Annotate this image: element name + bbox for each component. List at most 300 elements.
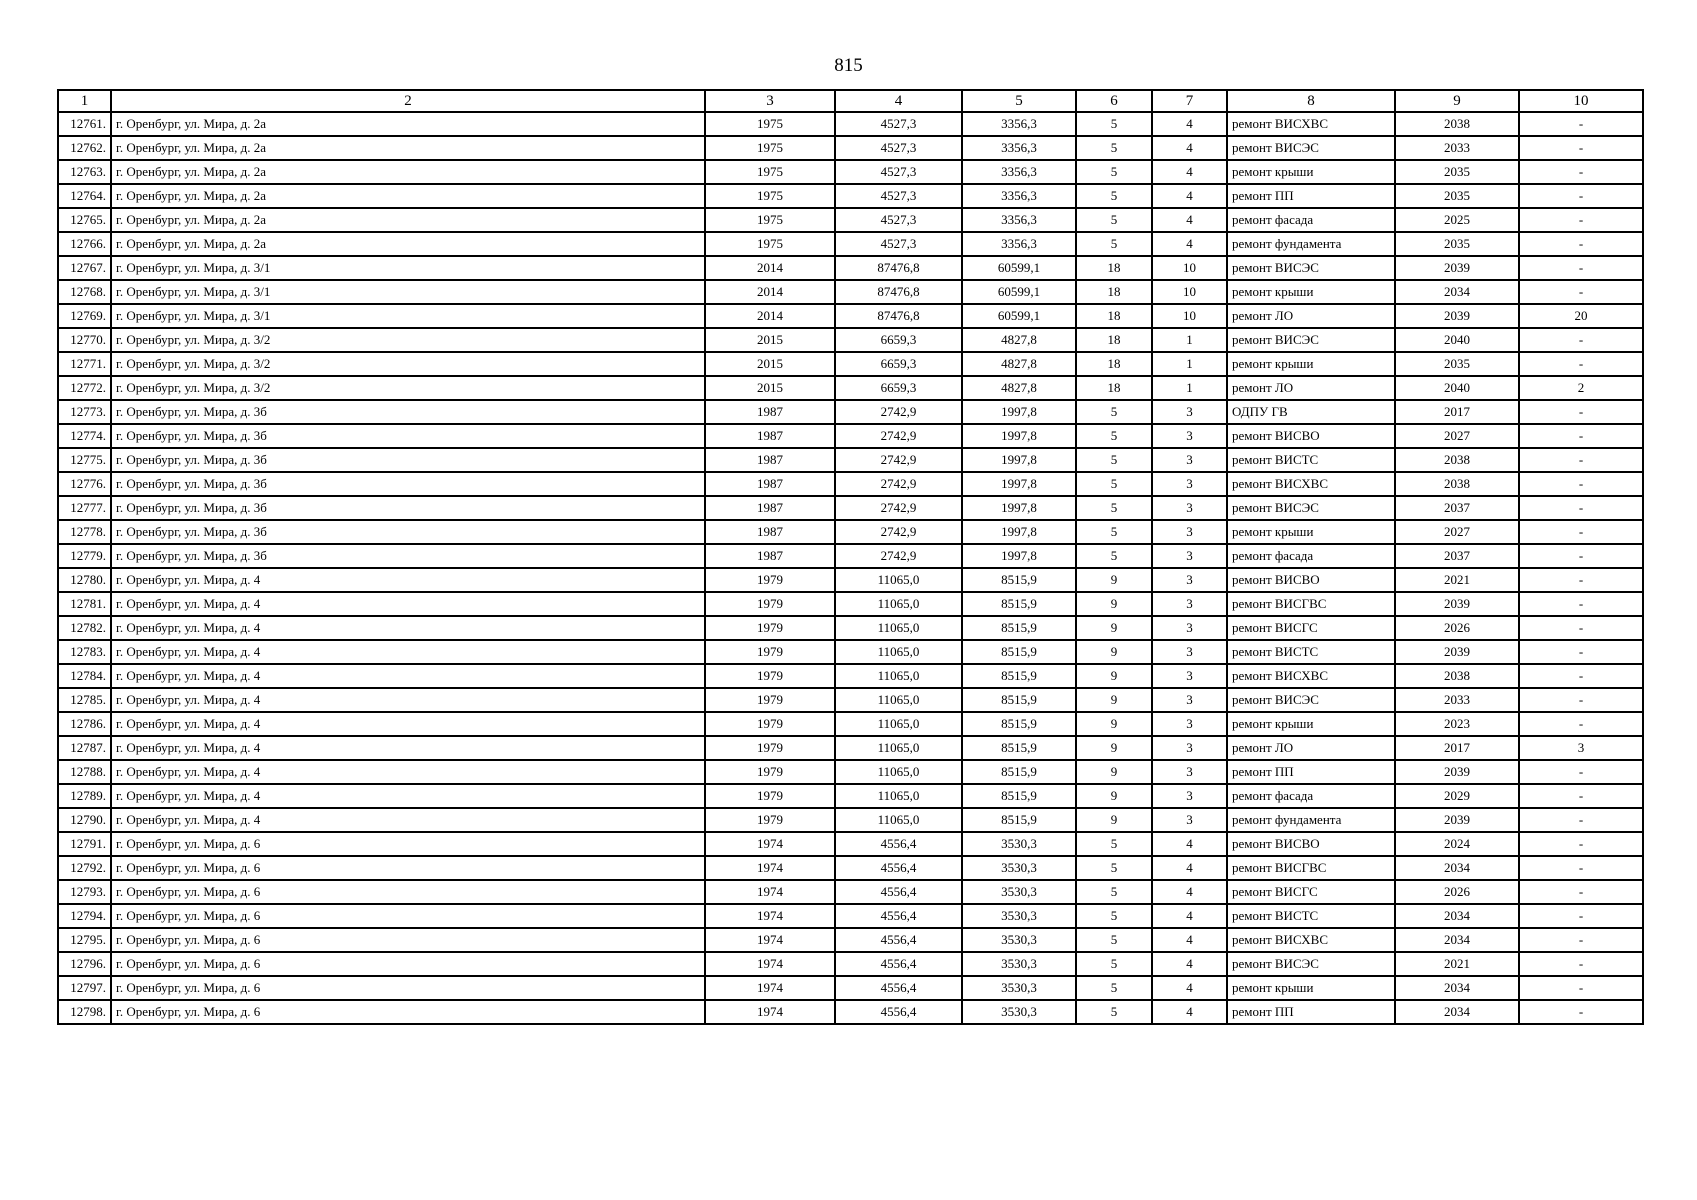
cell-value-10: - xyxy=(1519,976,1643,1000)
cell-total-area: 11065,0 xyxy=(835,736,962,760)
cell-floors: 5 xyxy=(1076,952,1152,976)
cell-total-area: 4556,4 xyxy=(835,904,962,928)
table-row xyxy=(58,736,1643,760)
cell-planned-year: 2034 xyxy=(1395,976,1519,1000)
cell-planned-year: 2040 xyxy=(1395,376,1519,400)
cell-year-built: 1974 xyxy=(705,1000,835,1024)
cell-planned-year: 2017 xyxy=(1395,400,1519,424)
cell-year-built: 2014 xyxy=(705,256,835,280)
cell-work-type: ремонт ПП xyxy=(1227,184,1395,208)
cell-living-area: 60599,1 xyxy=(962,256,1076,280)
cell-row-number: 12788. xyxy=(58,760,111,784)
cell-living-area: 60599,1 xyxy=(962,304,1076,328)
table-body xyxy=(58,112,1643,1024)
cell-work-type: ремонт крыши xyxy=(1227,160,1395,184)
cell-year-built: 1974 xyxy=(705,952,835,976)
cell-work-type: ремонт крыши xyxy=(1227,352,1395,376)
table-row xyxy=(58,784,1643,808)
column-header-8: 8 xyxy=(1227,90,1395,112)
cell-floors: 5 xyxy=(1076,424,1152,448)
cell-address: г. Оренбург, ул. Мира, д. 3/1 xyxy=(111,280,705,304)
cell-floors: 9 xyxy=(1076,736,1152,760)
cell-year-built: 1987 xyxy=(705,448,835,472)
cell-value-10: - xyxy=(1519,808,1643,832)
cell-planned-year: 2037 xyxy=(1395,496,1519,520)
cell-total-area: 2742,9 xyxy=(835,544,962,568)
cell-address: г. Оренбург, ул. Мира, д. 2а xyxy=(111,112,705,136)
cell-year-built: 1974 xyxy=(705,904,835,928)
table-row xyxy=(58,856,1643,880)
cell-row-number: 12796. xyxy=(58,952,111,976)
table-row xyxy=(58,664,1643,688)
cell-address: г. Оренбург, ул. Мира, д. 6 xyxy=(111,952,705,976)
cell-row-number: 12772. xyxy=(58,376,111,400)
cell-value-10: - xyxy=(1519,256,1643,280)
cell-floors: 5 xyxy=(1076,976,1152,1000)
cell-row-number: 12798. xyxy=(58,1000,111,1024)
table-row xyxy=(58,760,1643,784)
cell-row-number: 12789. xyxy=(58,784,111,808)
cell-floors: 5 xyxy=(1076,136,1152,160)
cell-work-type: ремонт ВИСТС xyxy=(1227,904,1395,928)
cell-living-area: 8515,9 xyxy=(962,808,1076,832)
cell-address: г. Оренбург, ул. Мира, д. 6 xyxy=(111,856,705,880)
cell-floors: 18 xyxy=(1076,280,1152,304)
page-number: 815 xyxy=(834,55,863,76)
cell-row-number: 12781. xyxy=(58,592,111,616)
cell-planned-year: 2026 xyxy=(1395,616,1519,640)
cell-row-number: 12782. xyxy=(58,616,111,640)
cell-address: г. Оренбург, ул. Мира, д. 3/2 xyxy=(111,376,705,400)
cell-living-area: 1997,8 xyxy=(962,400,1076,424)
cell-address: г. Оренбург, ул. Мира, д. 3б xyxy=(111,448,705,472)
cell-total-area: 4527,3 xyxy=(835,160,962,184)
cell-floors: 5 xyxy=(1076,208,1152,232)
cell-entrances: 1 xyxy=(1152,328,1227,352)
cell-address: г. Оренбург, ул. Мира, д. 2а xyxy=(111,232,705,256)
cell-row-number: 12790. xyxy=(58,808,111,832)
cell-total-area: 4527,3 xyxy=(835,112,962,136)
cell-total-area: 87476,8 xyxy=(835,304,962,328)
cell-planned-year: 2035 xyxy=(1395,184,1519,208)
cell-floors: 9 xyxy=(1076,568,1152,592)
cell-work-type: ремонт ВИСВО xyxy=(1227,832,1395,856)
cell-year-built: 1975 xyxy=(705,208,835,232)
cell-entrances: 3 xyxy=(1152,736,1227,760)
cell-planned-year: 2035 xyxy=(1395,160,1519,184)
cell-year-built: 1975 xyxy=(705,232,835,256)
cell-entrances: 3 xyxy=(1152,688,1227,712)
cell-year-built: 1979 xyxy=(705,640,835,664)
cell-work-type: ОДПУ ГВ xyxy=(1227,400,1395,424)
cell-row-number: 12769. xyxy=(58,304,111,328)
cell-work-type: ремонт ПП xyxy=(1227,760,1395,784)
cell-work-type: ремонт ВИСВО xyxy=(1227,568,1395,592)
cell-work-type: ремонт ВИСГВС xyxy=(1227,592,1395,616)
cell-address: г. Оренбург, ул. Мира, д. 6 xyxy=(111,832,705,856)
cell-planned-year: 2021 xyxy=(1395,952,1519,976)
column-header-1: 1 xyxy=(58,90,111,112)
cell-value-10: - xyxy=(1519,424,1643,448)
cell-floors: 5 xyxy=(1076,112,1152,136)
cell-value-10: - xyxy=(1519,952,1643,976)
cell-entrances: 3 xyxy=(1152,424,1227,448)
cell-living-area: 4827,8 xyxy=(962,328,1076,352)
cell-address: г. Оренбург, ул. Мира, д. 4 xyxy=(111,808,705,832)
table-row xyxy=(58,136,1643,160)
cell-work-type: ремонт ВИСЭС xyxy=(1227,952,1395,976)
cell-entrances: 10 xyxy=(1152,304,1227,328)
cell-floors: 5 xyxy=(1076,160,1152,184)
cell-row-number: 12795. xyxy=(58,928,111,952)
cell-row-number: 12792. xyxy=(58,856,111,880)
cell-work-type: ремонт ВИСХВС xyxy=(1227,112,1395,136)
cell-total-area: 4556,4 xyxy=(835,976,962,1000)
cell-entrances: 10 xyxy=(1152,280,1227,304)
cell-year-built: 2015 xyxy=(705,376,835,400)
cell-address: г. Оренбург, ул. Мира, д. 6 xyxy=(111,928,705,952)
cell-value-10: - xyxy=(1519,448,1643,472)
cell-living-area: 8515,9 xyxy=(962,760,1076,784)
cell-living-area: 1997,8 xyxy=(962,424,1076,448)
cell-address: г. Оренбург, ул. Мира, д. 4 xyxy=(111,760,705,784)
cell-row-number: 12762. xyxy=(58,136,111,160)
cell-living-area: 8515,9 xyxy=(962,736,1076,760)
cell-address: г. Оренбург, ул. Мира, д. 4 xyxy=(111,664,705,688)
cell-planned-year: 2024 xyxy=(1395,832,1519,856)
cell-entrances: 3 xyxy=(1152,592,1227,616)
cell-row-number: 12775. xyxy=(58,448,111,472)
cell-total-area: 11065,0 xyxy=(835,688,962,712)
cell-living-area: 1997,8 xyxy=(962,544,1076,568)
cell-floors: 18 xyxy=(1076,304,1152,328)
cell-floors: 5 xyxy=(1076,184,1152,208)
cell-planned-year: 2038 xyxy=(1395,112,1519,136)
cell-address: г. Оренбург, ул. Мира, д. 4 xyxy=(111,736,705,760)
cell-floors: 5 xyxy=(1076,928,1152,952)
cell-value-10: - xyxy=(1519,784,1643,808)
cell-entrances: 4 xyxy=(1152,832,1227,856)
cell-address: г. Оренбург, ул. Мира, д. 3б xyxy=(111,544,705,568)
cell-address: г. Оренбург, ул. Мира, д. 3/2 xyxy=(111,328,705,352)
cell-address: г. Оренбург, ул. Мира, д. 6 xyxy=(111,880,705,904)
cell-work-type: ремонт ВИСЭС xyxy=(1227,688,1395,712)
cell-living-area: 3530,3 xyxy=(962,976,1076,1000)
cell-value-10: - xyxy=(1519,520,1643,544)
cell-address: г. Оренбург, ул. Мира, д. 4 xyxy=(111,688,705,712)
cell-row-number: 12779. xyxy=(58,544,111,568)
cell-value-10: - xyxy=(1519,184,1643,208)
cell-address: г. Оренбург, ул. Мира, д. 3/1 xyxy=(111,304,705,328)
cell-year-built: 1975 xyxy=(705,112,835,136)
cell-floors: 5 xyxy=(1076,400,1152,424)
column-header-6: 6 xyxy=(1076,90,1152,112)
table-row xyxy=(58,520,1643,544)
cell-row-number: 12797. xyxy=(58,976,111,1000)
cell-total-area: 6659,3 xyxy=(835,352,962,376)
cell-total-area: 2742,9 xyxy=(835,472,962,496)
cell-year-built: 1975 xyxy=(705,160,835,184)
table-row xyxy=(58,184,1643,208)
cell-value-10: - xyxy=(1519,496,1643,520)
column-header-9: 9 xyxy=(1395,90,1519,112)
cell-total-area: 2742,9 xyxy=(835,448,962,472)
cell-value-10: - xyxy=(1519,712,1643,736)
cell-year-built: 1975 xyxy=(705,136,835,160)
cell-value-10: 20 xyxy=(1519,304,1643,328)
cell-total-area: 2742,9 xyxy=(835,496,962,520)
column-header-10: 10 xyxy=(1519,90,1643,112)
cell-entrances: 3 xyxy=(1152,808,1227,832)
cell-total-area: 11065,0 xyxy=(835,712,962,736)
table-row xyxy=(58,880,1643,904)
cell-floors: 18 xyxy=(1076,376,1152,400)
cell-value-10: - xyxy=(1519,328,1643,352)
table-row xyxy=(58,376,1643,400)
cell-living-area: 3356,3 xyxy=(962,160,1076,184)
table-row xyxy=(58,976,1643,1000)
cell-work-type: ремонт ВИСГС xyxy=(1227,880,1395,904)
cell-entrances: 4 xyxy=(1152,856,1227,880)
cell-living-area: 3530,3 xyxy=(962,904,1076,928)
cell-floors: 18 xyxy=(1076,352,1152,376)
cell-value-10: - xyxy=(1519,616,1643,640)
cell-work-type: ремонт ЛО xyxy=(1227,736,1395,760)
cell-row-number: 12780. xyxy=(58,568,111,592)
cell-value-10: - xyxy=(1519,208,1643,232)
table-row xyxy=(58,400,1643,424)
cell-year-built: 2014 xyxy=(705,280,835,304)
cell-address: г. Оренбург, ул. Мира, д. 3б xyxy=(111,520,705,544)
cell-planned-year: 2039 xyxy=(1395,304,1519,328)
cell-entrances: 3 xyxy=(1152,544,1227,568)
table-row xyxy=(58,568,1643,592)
cell-row-number: 12777. xyxy=(58,496,111,520)
cell-planned-year: 2034 xyxy=(1395,1000,1519,1024)
cell-work-type: ремонт ВИСТС xyxy=(1227,640,1395,664)
cell-address: г. Оренбург, ул. Мира, д. 3б xyxy=(111,424,705,448)
cell-value-10: - xyxy=(1519,280,1643,304)
cell-entrances: 3 xyxy=(1152,784,1227,808)
cell-value-10: - xyxy=(1519,160,1643,184)
cell-year-built: 1974 xyxy=(705,832,835,856)
cell-total-area: 4527,3 xyxy=(835,136,962,160)
cell-work-type: ремонт крыши xyxy=(1227,280,1395,304)
cell-floors: 18 xyxy=(1076,256,1152,280)
cell-address: г. Оренбург, ул. Мира, д. 4 xyxy=(111,712,705,736)
cell-value-10: - xyxy=(1519,400,1643,424)
cell-row-number: 12771. xyxy=(58,352,111,376)
table-row xyxy=(58,832,1643,856)
cell-year-built: 1987 xyxy=(705,472,835,496)
cell-value-10: - xyxy=(1519,832,1643,856)
cell-entrances: 3 xyxy=(1152,520,1227,544)
cell-year-built: 1979 xyxy=(705,736,835,760)
cell-row-number: 12791. xyxy=(58,832,111,856)
registry-table xyxy=(57,89,1644,1025)
cell-floors: 9 xyxy=(1076,784,1152,808)
cell-row-number: 12783. xyxy=(58,640,111,664)
cell-work-type: ремонт ВИСЭС xyxy=(1227,136,1395,160)
cell-living-area: 8515,9 xyxy=(962,688,1076,712)
cell-work-type: ремонт ВИСХВС xyxy=(1227,928,1395,952)
table-row xyxy=(58,304,1643,328)
cell-work-type: ремонт фундамента xyxy=(1227,232,1395,256)
cell-total-area: 4556,4 xyxy=(835,928,962,952)
cell-floors: 9 xyxy=(1076,592,1152,616)
cell-planned-year: 2033 xyxy=(1395,688,1519,712)
cell-total-area: 4556,4 xyxy=(835,832,962,856)
cell-row-number: 12765. xyxy=(58,208,111,232)
cell-value-10: - xyxy=(1519,352,1643,376)
table-row xyxy=(58,928,1643,952)
table-row xyxy=(58,616,1643,640)
cell-work-type: ремонт ВИСЭС xyxy=(1227,256,1395,280)
column-header-7: 7 xyxy=(1152,90,1227,112)
cell-row-number: 12786. xyxy=(58,712,111,736)
cell-work-type: ремонт фасада xyxy=(1227,784,1395,808)
cell-planned-year: 2035 xyxy=(1395,352,1519,376)
cell-value-10: 2 xyxy=(1519,376,1643,400)
cell-entrances: 3 xyxy=(1152,496,1227,520)
cell-address: г. Оренбург, ул. Мира, д. 3/2 xyxy=(111,352,705,376)
cell-living-area: 3530,3 xyxy=(962,880,1076,904)
cell-work-type: ремонт ВИСГС xyxy=(1227,616,1395,640)
cell-living-area: 8515,9 xyxy=(962,592,1076,616)
table-row xyxy=(58,328,1643,352)
cell-year-built: 2015 xyxy=(705,328,835,352)
cell-living-area: 4827,8 xyxy=(962,376,1076,400)
cell-floors: 5 xyxy=(1076,1000,1152,1024)
cell-value-10: - xyxy=(1519,928,1643,952)
cell-year-built: 1979 xyxy=(705,712,835,736)
cell-living-area: 4827,8 xyxy=(962,352,1076,376)
cell-total-area: 6659,3 xyxy=(835,376,962,400)
cell-entrances: 3 xyxy=(1152,760,1227,784)
cell-planned-year: 2026 xyxy=(1395,880,1519,904)
cell-total-area: 2742,9 xyxy=(835,424,962,448)
cell-row-number: 12774. xyxy=(58,424,111,448)
cell-year-built: 1987 xyxy=(705,544,835,568)
cell-floors: 5 xyxy=(1076,472,1152,496)
cell-total-area: 11065,0 xyxy=(835,640,962,664)
cell-living-area: 8515,9 xyxy=(962,664,1076,688)
cell-living-area: 1997,8 xyxy=(962,520,1076,544)
cell-value-10: 3 xyxy=(1519,736,1643,760)
cell-planned-year: 2038 xyxy=(1395,472,1519,496)
cell-address: г. Оренбург, ул. Мира, д. 2а xyxy=(111,160,705,184)
cell-value-10: - xyxy=(1519,688,1643,712)
cell-planned-year: 2034 xyxy=(1395,280,1519,304)
cell-entrances: 4 xyxy=(1152,928,1227,952)
cell-address: г. Оренбург, ул. Мира, д. 6 xyxy=(111,976,705,1000)
cell-address: г. Оренбург, ул. Мира, д. 4 xyxy=(111,616,705,640)
cell-row-number: 12770. xyxy=(58,328,111,352)
cell-row-number: 12784. xyxy=(58,664,111,688)
cell-living-area: 3530,3 xyxy=(962,856,1076,880)
cell-planned-year: 2038 xyxy=(1395,448,1519,472)
cell-planned-year: 2021 xyxy=(1395,568,1519,592)
cell-value-10: - xyxy=(1519,1000,1643,1024)
cell-row-number: 12768. xyxy=(58,280,111,304)
cell-work-type: ремонт ПП xyxy=(1227,1000,1395,1024)
cell-address: г. Оренбург, ул. Мира, д. 3б xyxy=(111,496,705,520)
cell-work-type: ремонт ВИСХВС xyxy=(1227,472,1395,496)
cell-year-built: 2014 xyxy=(705,304,835,328)
cell-entrances: 1 xyxy=(1152,352,1227,376)
cell-year-built: 1974 xyxy=(705,856,835,880)
cell-floors: 5 xyxy=(1076,520,1152,544)
cell-total-area: 4556,4 xyxy=(835,952,962,976)
cell-total-area: 4527,3 xyxy=(835,184,962,208)
cell-planned-year: 2023 xyxy=(1395,712,1519,736)
cell-planned-year: 2025 xyxy=(1395,208,1519,232)
cell-row-number: 12773. xyxy=(58,400,111,424)
cell-address: г. Оренбург, ул. Мира, д. 2а xyxy=(111,136,705,160)
cell-planned-year: 2034 xyxy=(1395,856,1519,880)
table-row xyxy=(58,352,1643,376)
cell-floors: 9 xyxy=(1076,808,1152,832)
table-row xyxy=(58,232,1643,256)
cell-entrances: 3 xyxy=(1152,400,1227,424)
cell-total-area: 11065,0 xyxy=(835,568,962,592)
cell-planned-year: 2033 xyxy=(1395,136,1519,160)
cell-floors: 5 xyxy=(1076,832,1152,856)
cell-year-built: 1974 xyxy=(705,976,835,1000)
cell-living-area: 3356,3 xyxy=(962,208,1076,232)
cell-address: г. Оренбург, ул. Мира, д. 6 xyxy=(111,1000,705,1024)
cell-total-area: 11065,0 xyxy=(835,616,962,640)
cell-address: г. Оренбург, ул. Мира, д. 2а xyxy=(111,184,705,208)
cell-floors: 5 xyxy=(1076,880,1152,904)
cell-row-number: 12763. xyxy=(58,160,111,184)
cell-entrances: 3 xyxy=(1152,664,1227,688)
cell-work-type: ремонт ЛО xyxy=(1227,376,1395,400)
cell-value-10: - xyxy=(1519,856,1643,880)
cell-planned-year: 2034 xyxy=(1395,928,1519,952)
cell-value-10: - xyxy=(1519,760,1643,784)
cell-address: г. Оренбург, ул. Мира, д. 4 xyxy=(111,568,705,592)
cell-total-area: 87476,8 xyxy=(835,256,962,280)
cell-planned-year: 2040 xyxy=(1395,328,1519,352)
cell-entrances: 4 xyxy=(1152,952,1227,976)
cell-planned-year: 2027 xyxy=(1395,424,1519,448)
cell-planned-year: 2029 xyxy=(1395,784,1519,808)
cell-floors: 9 xyxy=(1076,760,1152,784)
cell-work-type: ремонт ВИСГВС xyxy=(1227,856,1395,880)
table-row xyxy=(58,712,1643,736)
cell-entrances: 3 xyxy=(1152,640,1227,664)
cell-planned-year: 2027 xyxy=(1395,520,1519,544)
cell-entrances: 3 xyxy=(1152,568,1227,592)
cell-work-type: ремонт крыши xyxy=(1227,976,1395,1000)
cell-total-area: 4556,4 xyxy=(835,880,962,904)
cell-living-area: 60599,1 xyxy=(962,280,1076,304)
cell-total-area: 4527,3 xyxy=(835,232,962,256)
cell-value-10: - xyxy=(1519,664,1643,688)
header-row xyxy=(58,90,1643,112)
cell-planned-year: 2039 xyxy=(1395,592,1519,616)
cell-planned-year: 2034 xyxy=(1395,904,1519,928)
cell-row-number: 12767. xyxy=(58,256,111,280)
cell-total-area: 87476,8 xyxy=(835,280,962,304)
cell-floors: 5 xyxy=(1076,232,1152,256)
cell-work-type: ремонт фасада xyxy=(1227,544,1395,568)
cell-entrances: 4 xyxy=(1152,184,1227,208)
cell-work-type: ремонт фундамента xyxy=(1227,808,1395,832)
cell-planned-year: 2039 xyxy=(1395,760,1519,784)
cell-row-number: 12787. xyxy=(58,736,111,760)
